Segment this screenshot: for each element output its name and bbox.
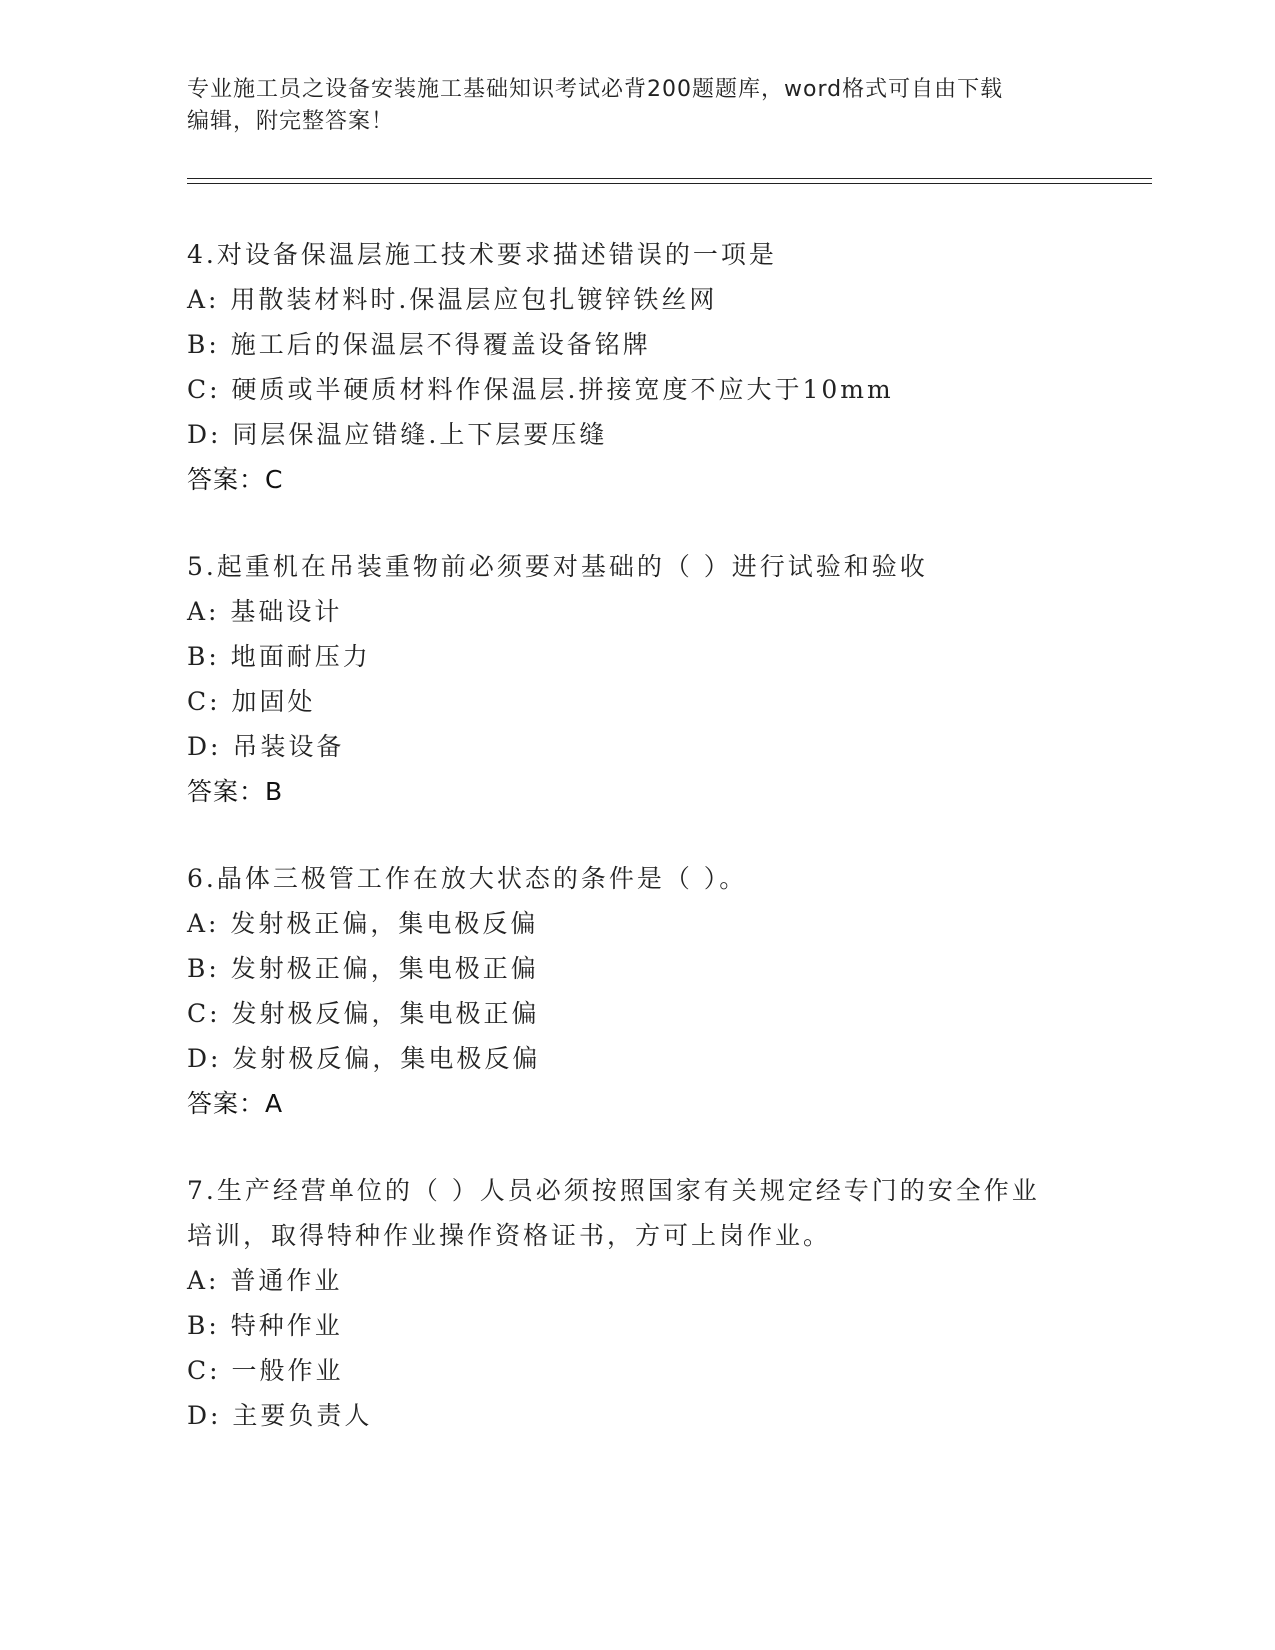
header-divider-bottom: [187, 183, 1152, 184]
document-header: [187, 74, 1067, 138]
header-divider-top: [187, 178, 1152, 179]
option-b: B: 发射极正偏，集电极正偏: [187, 954, 539, 983]
question-stem: 6.晶体三极管工作在放大状态的条件是（ ）。: [187, 864, 748, 893]
answer-line: 答案：A: [187, 1089, 284, 1118]
option-d: D: 主要负责人: [187, 1401, 373, 1430]
question-stem: 4.对设备保温层施工技术要求描述错误的一项是: [187, 240, 777, 269]
question-block: [187, 856, 1087, 1126]
header-line-1: 专业施工员之设备安装施工基础知识考试必背200题题库，word格式可自由下载: [187, 77, 1004, 102]
header-line-2: 编辑，附完整答案！: [187, 109, 395, 134]
question-stem: 5.起重机在吊装重物前必须要对基础的（ ）进行试验和验收: [187, 552, 928, 581]
option-b: B: 施工后的保温层不得覆盖设备铭牌: [187, 330, 651, 359]
option-b: B: 地面耐压力: [187, 642, 371, 671]
option-a: A: 普通作业: [187, 1266, 343, 1295]
question-block: [187, 232, 1087, 502]
question-stem: 培训，取得特种作业操作资格证书，方可上岗作业。: [187, 1221, 832, 1250]
question-block: [187, 544, 1087, 814]
option-c: C: 加固处: [187, 687, 316, 716]
option-a: A: 发射极正偏，集电极反偏: [187, 909, 539, 938]
option-d: D: 发射极反偏，集电极反偏: [187, 1044, 541, 1073]
question-stem: 7.生产经营单位的（ ）人员必须按照国家有关规定经专门的安全作业: [187, 1176, 1040, 1205]
option-c: C: 硬质或半硬质材料作保温层.拼接宽度不应大于10mm: [187, 375, 894, 404]
question-list: [187, 232, 1087, 1480]
question-block: [187, 1168, 1087, 1438]
option-b: B: 特种作业: [187, 1311, 343, 1340]
option-a: A: 用散装材料时.保温层应包扎镀锌铁丝网: [187, 285, 718, 314]
answer-line: 答案：B: [187, 777, 284, 806]
option-d: D: 同层保温应错缝.上下层要压缝: [187, 420, 608, 449]
option-c: C: 发射极反偏，集电极正偏: [187, 999, 540, 1028]
option-d: D: 吊装设备: [187, 732, 345, 761]
option-a: A: 基础设计: [187, 597, 343, 626]
answer-line: 答案：C: [187, 465, 284, 494]
option-c: C: 一般作业: [187, 1356, 344, 1385]
